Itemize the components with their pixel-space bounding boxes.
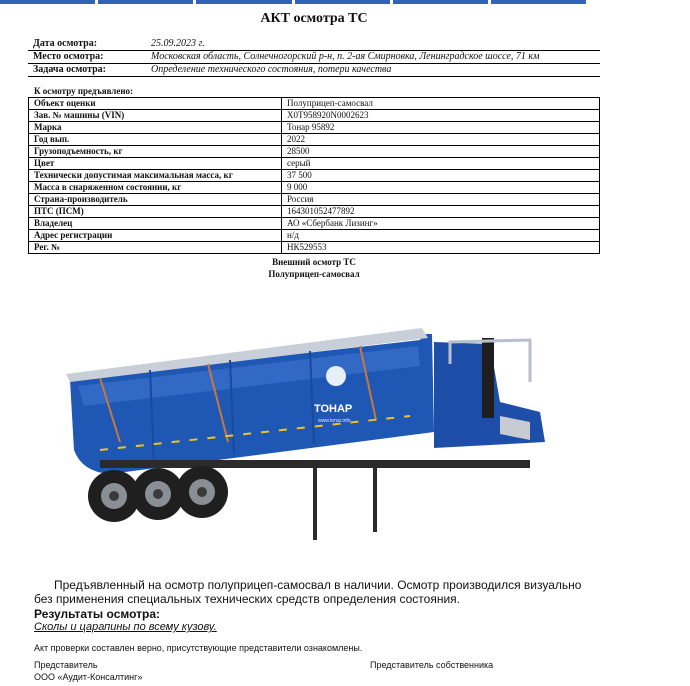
- row-value: 28500: [282, 146, 600, 158]
- row-key: ПТС (ПСМ): [29, 206, 282, 218]
- document-title: АКТ осмотра ТС: [260, 11, 368, 26]
- row-value: 37 500: [282, 170, 600, 182]
- table-row: [29, 122, 600, 134]
- signature-right: [370, 659, 493, 671]
- top-tab-3: [196, 0, 291, 4]
- row-key: Рег. №: [29, 242, 282, 254]
- header-row-task: [28, 64, 600, 77]
- table-row: [29, 134, 600, 146]
- acknowledgement-note: Акт проверки составлен верно, присутствующие представители ознакомлены.: [34, 643, 363, 653]
- header-row-date: [28, 38, 600, 51]
- header-row-place: [28, 51, 600, 64]
- top-tab-2: [98, 0, 193, 4]
- row-key: Страна-производитель: [29, 194, 282, 206]
- polar-bear-logo-icon: [326, 366, 346, 386]
- object-table: [28, 97, 600, 254]
- hydraulic-cylinder: [482, 338, 494, 418]
- exterior-title: Внешний осмотр ТС: [272, 257, 356, 267]
- row-value: 2022: [282, 134, 600, 146]
- row-value: Россия: [282, 194, 600, 206]
- signature-left-org: ООО «Аудит-Консалтинг»: [34, 672, 143, 682]
- results-heading: Результаты осмотра:: [34, 607, 160, 621]
- header-label: Место осмотра:: [28, 51, 146, 64]
- row-value: X0T958920N0002623: [282, 110, 600, 122]
- header-label: Задача осмотра:: [28, 64, 146, 77]
- table-row: [29, 146, 600, 158]
- brand-logo-text: ТОНАР: [314, 403, 353, 415]
- row-value: 164301052477892: [282, 206, 600, 218]
- table-row: [29, 182, 600, 194]
- row-value: НК529553: [282, 242, 600, 254]
- trailer-photo: [30, 282, 570, 562]
- row-value: 9 000: [282, 182, 600, 194]
- header-value: Московская область, Солнечногорский р-н, п. 2-ая Смирновка, Ленинградское шоссе, 71 км: [146, 51, 600, 64]
- row-value: н/д: [282, 230, 600, 242]
- wheel-3: [176, 466, 228, 518]
- row-key: Владелец: [29, 218, 282, 230]
- table-row: [29, 242, 600, 254]
- row-key: Масса в снаряженном состоянии, кг: [29, 182, 282, 194]
- top-tab-4: [295, 0, 390, 4]
- inspection-paragraph: Предъявленный на осмотр полуприцеп-самосвал в наличии. Осмотр производился визуально без применения специальных технических средств определения состояния.: [34, 578, 582, 606]
- top-tab-1: [0, 0, 95, 4]
- row-key: Цвет: [29, 158, 282, 170]
- header-value: Определение технического состояния, потери качества: [146, 64, 600, 77]
- header-label: Дата осмотра:: [28, 38, 146, 51]
- table-row: [29, 170, 600, 182]
- table-row: [29, 158, 600, 170]
- row-value: Полуприцеп-самосвал: [282, 98, 600, 110]
- row-key: Год вып.: [29, 134, 282, 146]
- header-value: 25.09.2023 г.: [146, 38, 600, 51]
- trailer-chassis: [100, 460, 530, 468]
- brand-site-text: www.tonar.info: [318, 418, 351, 424]
- row-key: Объект оценки: [29, 98, 282, 110]
- top-tab-5: [393, 0, 488, 4]
- table-row: [29, 230, 600, 242]
- row-value: Тонар 95892: [282, 122, 600, 134]
- table-row: [29, 218, 600, 230]
- top-tab-6: [491, 0, 586, 4]
- row-value: АО «Сбербанк Лизинг»: [282, 218, 600, 230]
- row-key: Технически допустимая максимальная масса, кг: [29, 170, 282, 182]
- table-row: [29, 206, 600, 218]
- header-table: [28, 38, 600, 77]
- top-tab-strip: [0, 0, 586, 4]
- exterior-subtitle: Полуприцеп-самосвал: [268, 269, 360, 279]
- row-key: Адрес регистрации: [29, 230, 282, 242]
- row-key: Зав. № машины (VIN): [29, 110, 282, 122]
- signature-left-role: Представитель: [34, 660, 98, 670]
- row-value: серый: [282, 158, 600, 170]
- results-text: Сколы и царапины по всему кузову.: [34, 621, 217, 633]
- row-key: Грузоподъемность, кг: [29, 146, 282, 158]
- table-row: [29, 194, 600, 206]
- presented-label: К осмотру предъявлено:: [34, 86, 134, 96]
- table-row: [29, 110, 600, 122]
- row-key: Марка: [29, 122, 282, 134]
- table-row: [29, 98, 600, 110]
- signature-right-role: Представитель собственника: [370, 660, 494, 670]
- signature-left: [34, 659, 142, 683]
